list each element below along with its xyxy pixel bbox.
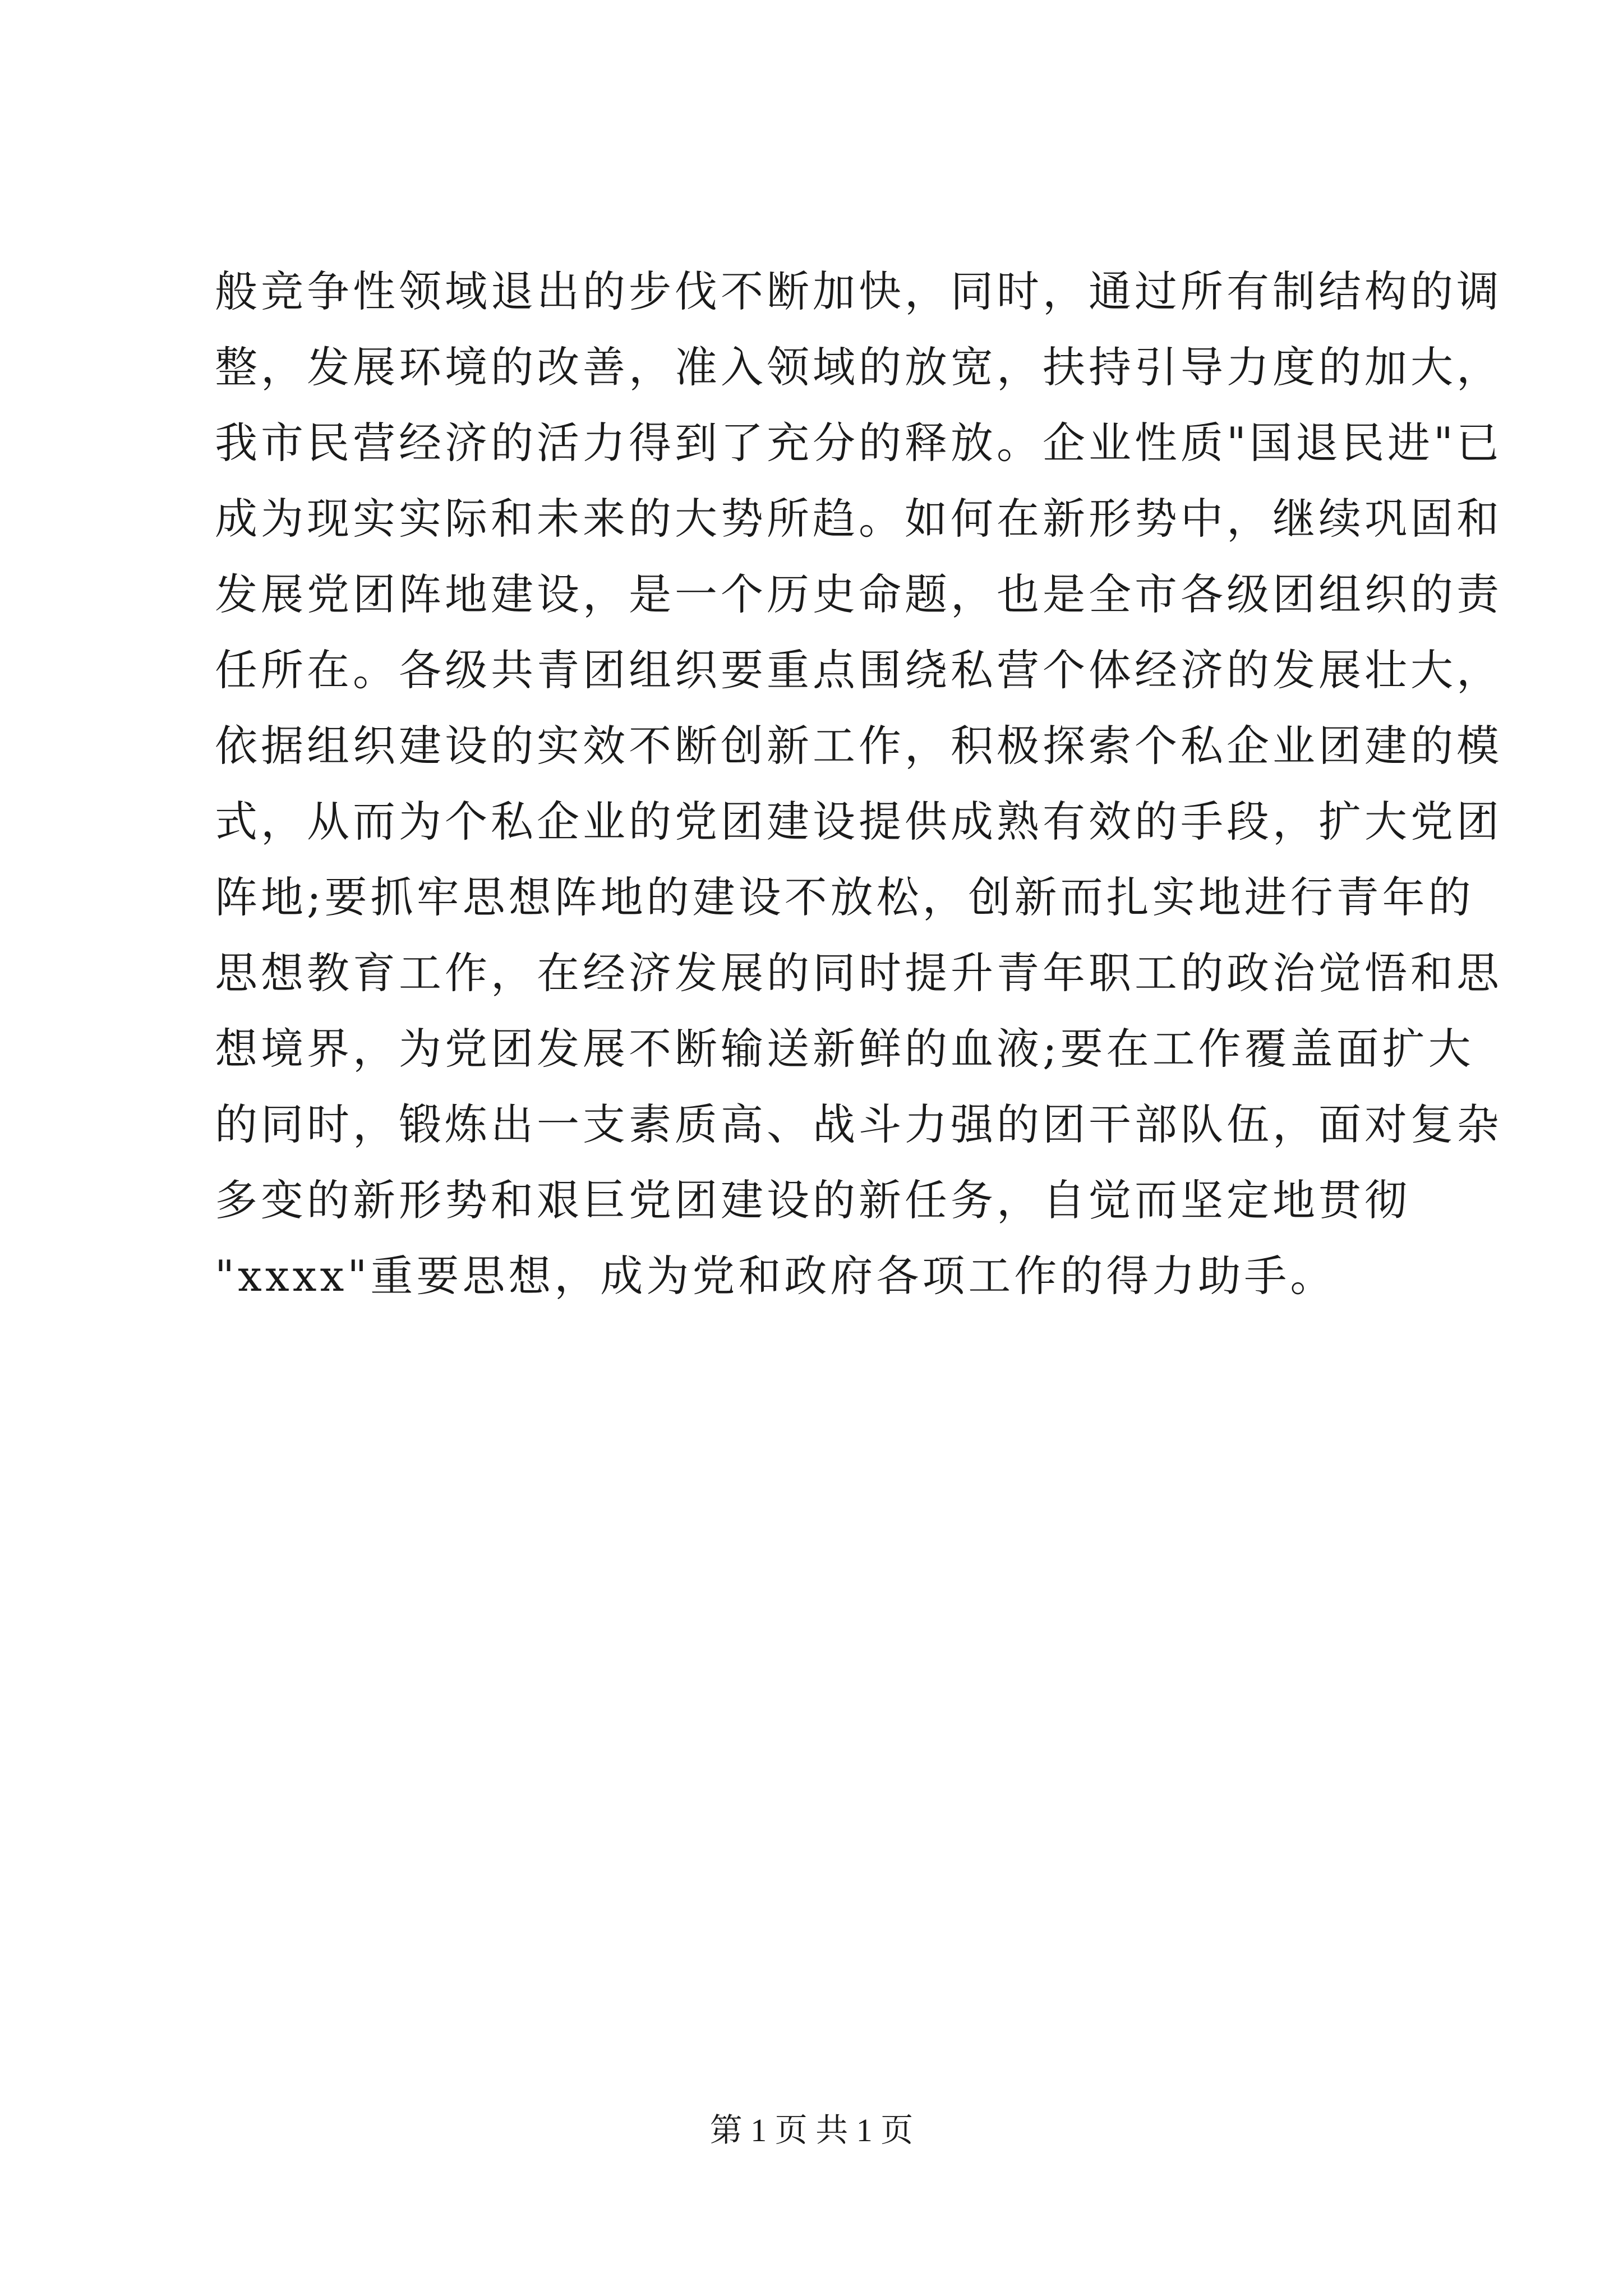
paragraph-line: 想境界，为党团发展不断输送新鲜的血液;要在工作覆盖面扩大: [215, 1024, 1474, 1074]
paragraph-line: 思想教育工作，在经济发展的同时提升青年职工的政治觉悟和思: [215, 948, 1502, 998]
paragraph-line: 式，从而为个私企业的党团建设提供成熟有效的手段，扩大党团: [215, 797, 1502, 846]
paragraph-line: 多变的新形势和艰巨党团建设的新任务，自觉而坚定地贯彻: [215, 1175, 1410, 1225]
paragraph-line: 般竞争性领域退出的步伐不断加快，同时，通过所有制结构的调: [215, 266, 1502, 316]
body-paragraph: [215, 254, 1502, 1314]
paragraph-line: 成为现实实际和未来的大势所趋。如何在新形势中，继续巩固和: [215, 494, 1502, 544]
paragraph-line: 我市民营经济的活力得到了充分的释放。企业性质"国退民进"已: [215, 418, 1502, 468]
paragraph-line: 依据组织建设的实效不断创新工作，积极探索个私企业团建的模: [215, 721, 1502, 771]
paragraph-line: "xxxx"重要思想，成为党和政府各项工作的得力助手。: [215, 1251, 1336, 1301]
page-number-footer: 第 1 页 共 1 页: [709, 2112, 914, 2148]
paragraph-line: 任所在。各级共青团组织要重点围绕私营个体经济的发展壮大，: [215, 645, 1502, 695]
paragraph-line: 的同时，锻炼出一支素质高、战斗力强的团干部队伍，面对复杂: [215, 1099, 1502, 1149]
paragraph-line: 阵地;要抓牢思想阵地的建设不放松，创新而扎实地进行青年的: [215, 872, 1474, 922]
paragraph-line: 整，发展环境的改善，准入领域的放宽，扶持引导力度的加大，: [215, 342, 1502, 392]
paragraph-line: 发展党团阵地建设，是一个历史命题，也是全市各级团组织的责: [215, 569, 1502, 619]
